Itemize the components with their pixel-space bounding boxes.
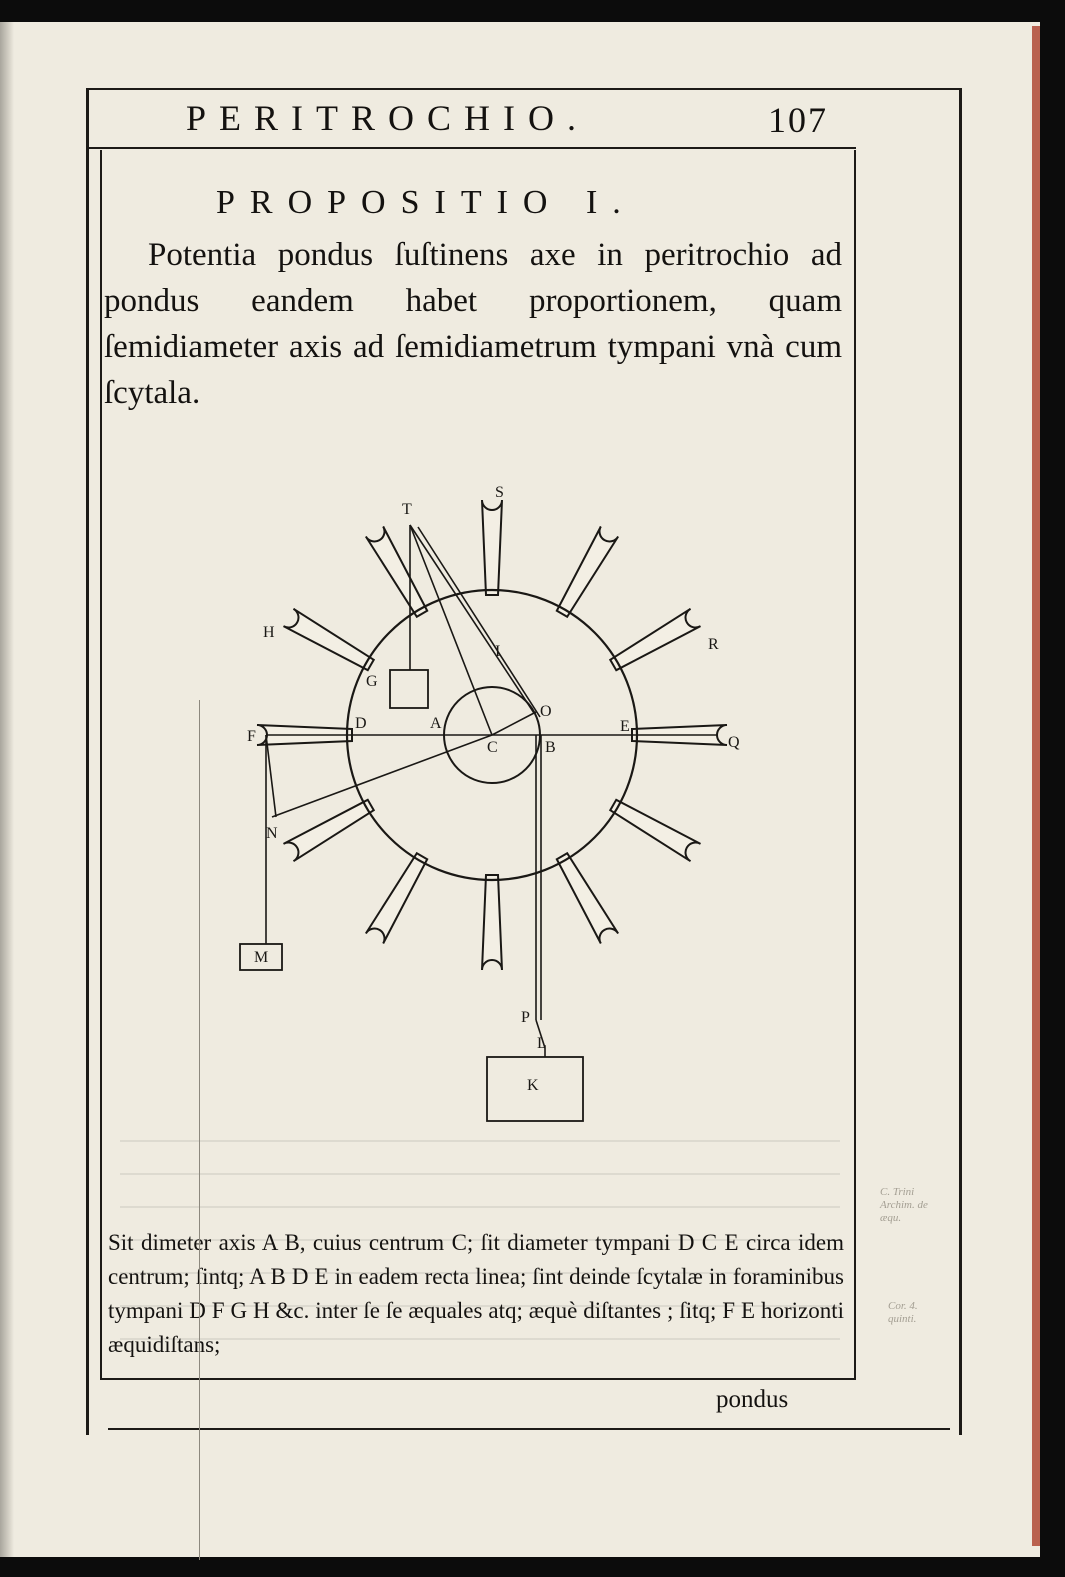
label-S: S: [495, 484, 504, 501]
line-C-N: [272, 735, 492, 817]
spoke-5: [610, 800, 700, 861]
spoke-2: [557, 526, 618, 616]
label-B: B: [545, 739, 556, 756]
construction-lines: [266, 525, 718, 1057]
label-K: K: [527, 1077, 539, 1094]
label-L: L: [537, 1035, 547, 1052]
label-A: A: [430, 715, 442, 732]
label-Q: Q: [728, 734, 740, 751]
spoke-1: [482, 500, 502, 595]
spoke-9: [283, 800, 373, 861]
proposition-title: PROPOSITIO I.: [216, 184, 636, 221]
spoke-3: [610, 609, 700, 670]
label-F: F: [247, 728, 256, 745]
label-E: E: [620, 718, 630, 735]
label-D: D: [355, 715, 367, 732]
spoke-8: [366, 853, 427, 943]
label-G: G: [366, 673, 378, 690]
proposition-enunciation: Potentia pondus ſuſtinens axe in peritrochio ad pondus eandem habet proportionem, quam ſemidiameter axis ad ſemidiametrum tympani vnà cum ſcytala.: [104, 237, 842, 411]
label-P: P: [521, 1009, 530, 1026]
spoke-6: [557, 853, 618, 943]
running-head: PERITROCHIO.: [186, 98, 590, 138]
weight-G: [390, 670, 428, 708]
label-N: N: [266, 825, 278, 842]
label-C: C: [487, 739, 498, 756]
binding-thread: [199, 700, 200, 1560]
label-O: O: [540, 703, 552, 720]
margin-note-1: C. Trini Archim. de æqu.: [880, 1186, 928, 1224]
label-H: H: [263, 624, 275, 641]
page-number: 107: [768, 100, 828, 140]
label-R: R: [708, 636, 719, 653]
spoke-7: [482, 875, 502, 970]
catchword: pondus: [716, 1386, 789, 1413]
margin-note-2: Cor. 4. quinti.: [888, 1300, 918, 1325]
spoke-12: [366, 526, 427, 616]
line-C-O: [492, 712, 536, 735]
demonstration-text: Sit dimeter axis A B, cuius centrum C; ſit diameter tympani D C E circa idem centrum; ſintq; A B D E in eadem recta linea; ſint deinde ſcytalæ in foraminibus tympani D F G H &c. inter ſe ſe æquales atq; æquè diſtantes ; ſitq; F E horizonti æquidiſtans;: [108, 1230, 844, 1357]
label-M: M: [254, 949, 269, 966]
label-I: I: [495, 643, 501, 660]
spoke-11: [283, 609, 373, 670]
label-T: T: [402, 501, 412, 518]
line-F-N: [266, 735, 276, 817]
